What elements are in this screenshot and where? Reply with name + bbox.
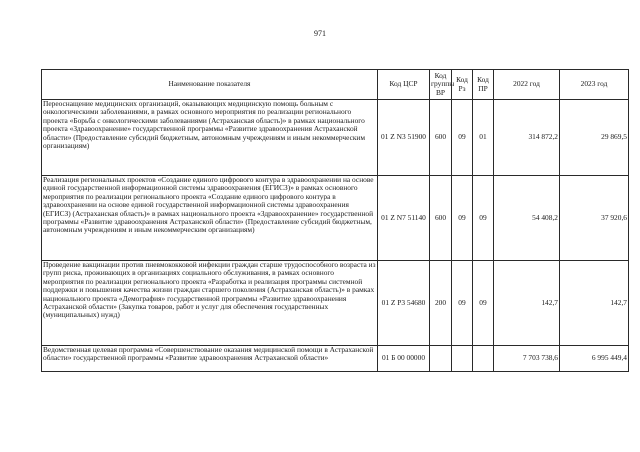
table-row (42, 176, 629, 261)
header-csr: Код ЦСР (378, 70, 430, 100)
header-pr: Код ПР (473, 70, 494, 100)
amount-2023: 6 995 449,4 (560, 346, 629, 372)
header-row (42, 70, 629, 100)
header-2023: 2023 год (560, 70, 629, 100)
pr-code: 09 (473, 176, 494, 261)
budget-table (41, 69, 629, 372)
indicator-name: Переоснащение медицинских организаций, оказывающих медицинскую помощь больным с онкологическими заболеваниями, в рамках основного мероприятия по реализации регионального проекта «Борьба с онкологическими заболеваниями (Астраханская область)» в рамках национального проекта «Здравоохранение» государственной программы «Развитие здравоохранения Астраханской области» (Предоставление субсидий бюджетным, автономным учреждениям и иным некоммерческим организациям) (42, 100, 378, 176)
vr-code (430, 346, 452, 372)
rz-code: 09 (452, 100, 473, 176)
amount-2023: 142,7 (560, 261, 629, 346)
pr-code: 01 (473, 100, 494, 176)
vr-code: 600 (430, 176, 452, 261)
rz-code (452, 346, 473, 372)
amount-2022: 314 872,2 (494, 100, 560, 176)
vr-code: 600 (430, 100, 452, 176)
indicator-name: Реализация региональных проектов «Создание единого цифрового контура в здравоохранении на основе единой государственной информационной системы здравоохранения (ЕГИСЗ)» в рамках основного мероприятия по реализации регионального проекта «Создание единого цифрового контура в здравоохранении на основе единой государственной информационной системы здравоохранения (ЕГИСЗ) (Астраханская область)» в рамках национального проекта «Здравоохранение» государственной программы «Развитие здравоохранения Астраханской области» (Предоставление субсидий бюджетным, автономным учреждениям и иным некоммерческим организациям) (42, 176, 378, 261)
amount-2023: 29 869,5 (560, 100, 629, 176)
header-2022: 2022 год (494, 70, 560, 100)
amount-2023: 37 920,6 (560, 176, 629, 261)
pr-code: 09 (473, 261, 494, 346)
amount-2022: 142,7 (494, 261, 560, 346)
indicator-name: Проведение вакцинации против пневмококковой инфекции граждан старше трудоспособного возраста из групп риска, проживающих в организациях социального обслуживания, в рамках основного мероприятия по реализации регионального проекта «Разработка и реализация программы системной поддержки и повышения качества жизни граждан старшего поколения (Астраханская область)» в рамках национального проекта «Демография» государственной программы «Развитие здравоохранения Астраханской области» (Закупка товаров, работ и услуг для обеспечения государственных (муниципальных) нужд) (42, 261, 378, 346)
header-rz: Код Рз (452, 70, 473, 100)
indicator-name: Ведомственная целевая программа «Совершенствование оказания медицинской помощи в Астраханской области» государственной программы «Развитие здравоохранения Астраханской области» (42, 346, 378, 372)
page-number: 971 (314, 29, 326, 38)
vr-code: 200 (430, 261, 452, 346)
header-vr: Код группы ВР (430, 70, 452, 100)
csr-code: 01 Z N7 51140 (378, 176, 430, 261)
table-row (42, 261, 629, 346)
rz-code: 09 (452, 261, 473, 346)
table-row (42, 100, 629, 176)
pr-code (473, 346, 494, 372)
header-name: Наименование показателя (42, 70, 378, 100)
csr-code: 01 Z P3 54680 (378, 261, 430, 346)
csr-code: 01 Z N3 51900 (378, 100, 430, 176)
csr-code: 01 Б 00 00000 (378, 346, 430, 372)
rz-code: 09 (452, 176, 473, 261)
amount-2022: 54 408,2 (494, 176, 560, 261)
amount-2022: 7 703 738,6 (494, 346, 560, 372)
table-row (42, 346, 629, 372)
